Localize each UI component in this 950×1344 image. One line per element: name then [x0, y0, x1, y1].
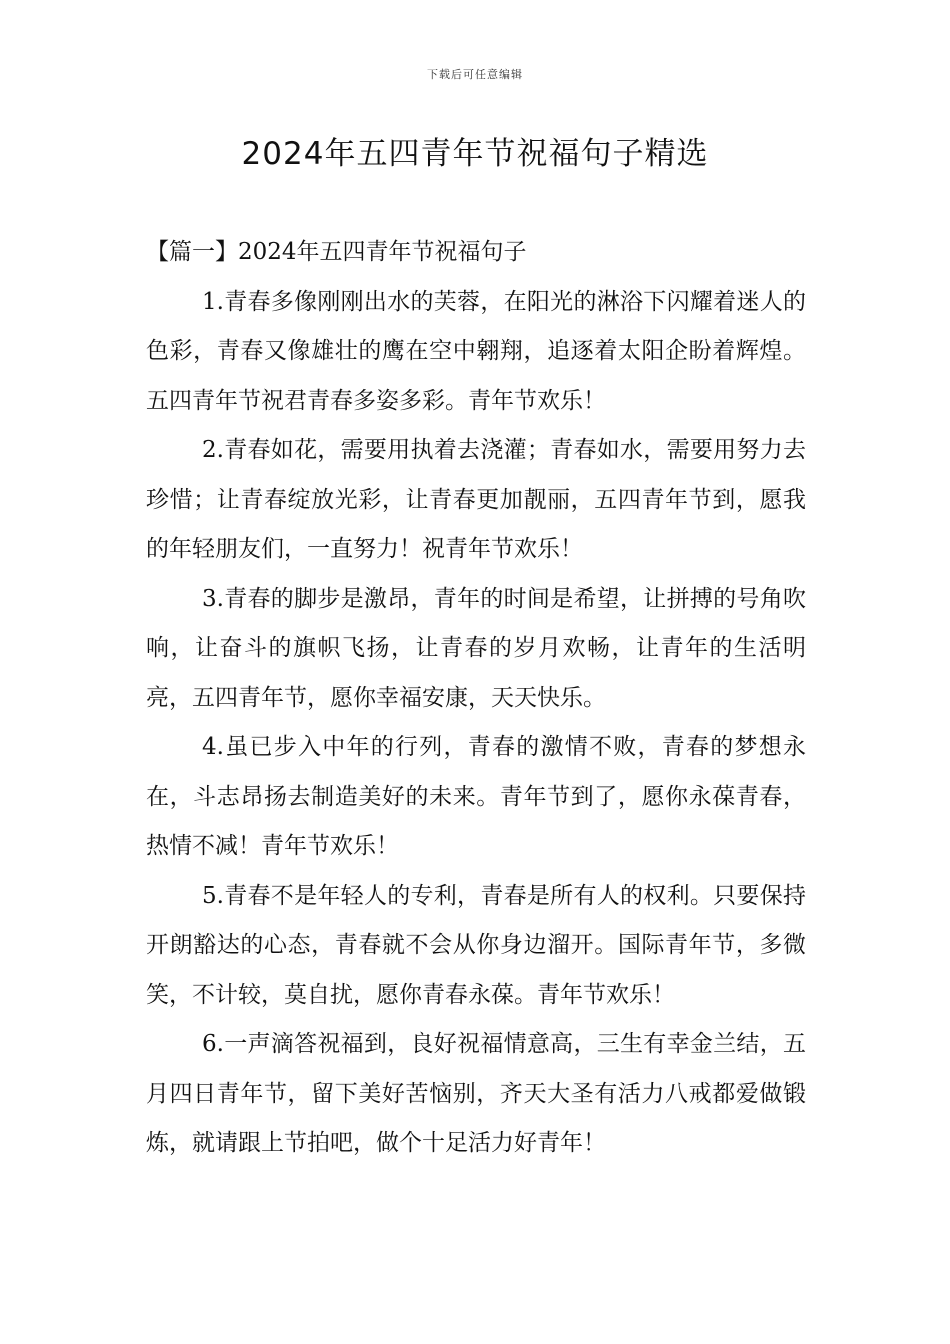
document-title: 2024年五四青年节祝福句子精选 [241, 136, 709, 172]
paragraph-6: 6.一声滴答祝福到，良好祝福情意高，三生有幸金兰结，五月四日青年节，留下美好苦恼别，齐天大圣有活力八戒都爱做锻炼，就请跟上节拍吧，做个十足活力好青年！ [146, 1031, 806, 1156]
paragraph-4: 4.虽已步入中年的行列，青春的激情不败，青春的梦想永在，斗志昂扬去制造美好的未来。青年节到了，愿你永葆青春，热情不减！青年节欢乐！ [146, 734, 806, 859]
paragraph-5: 5.青春不是年轻人的专利，青春是所有人的权利。只要保持开朗豁达的心态，青春就不会从你身边溜开。国际青年节，多微笑，不计较，莫自扰，愿你青春永葆。青年节欢乐！ [146, 882, 806, 1008]
paragraph-3: 3.青春的脚步是激昂，青年的时间是希望，让拼搏的号角吹响，让奋斗的旗帜飞扬，让青春的岁月欢畅，让青年的生活明亮，五四青年节，愿你幸福安康，天天快乐。 [146, 585, 806, 711]
document-body [146, 228, 806, 1169]
section-heading: 【篇一】2024年五四青年节祝福句子 [146, 239, 527, 265]
header-note: 下载后可任意编辑 [427, 68, 523, 81]
paragraph-2: 2.青春如花，需要用执着去浇灌；青春如水，需要用努力去珍惜；让青春绽放光彩，让青春更加靓丽，五四青年节到，愿我的年轻朋友们，一直努力！祝青年节欢乐！ [146, 437, 806, 562]
paragraph-1: 1.青春多像刚刚出水的芙蓉，在阳光的淋浴下闪耀着迷人的色彩，青春又像雄壮的鹰在空中翱翔，追逐着太阳企盼着辉煌。五四青年节祝君青春多姿多彩。青年节欢乐！ [146, 288, 806, 414]
